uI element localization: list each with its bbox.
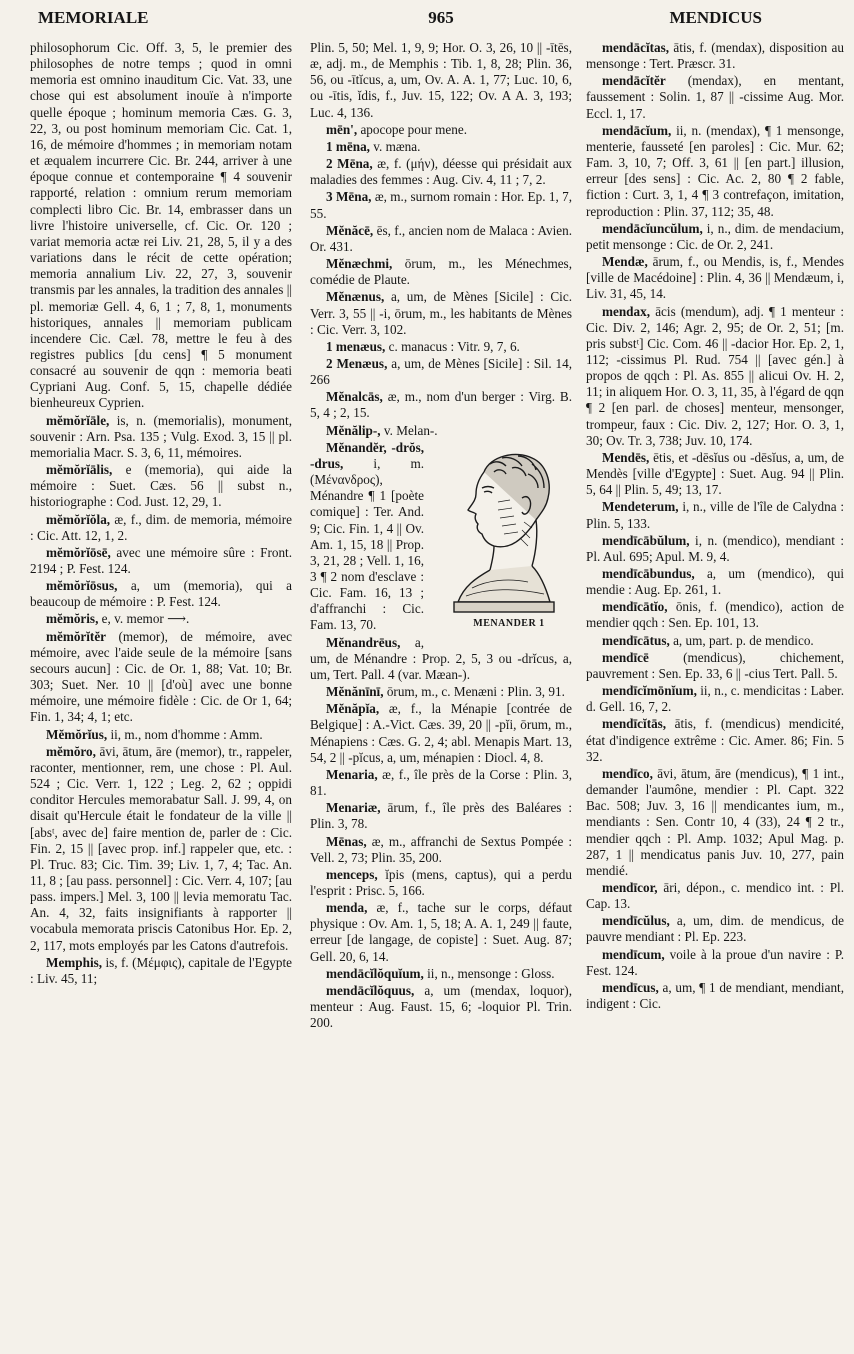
dictionary-entry: [586, 499, 844, 531]
header-left-guide-word: MEMORIALE: [38, 8, 149, 27]
entry-headword: mendīcum,: [602, 946, 665, 962]
dictionary-entry: [586, 566, 844, 598]
dictionary-entry: [586, 980, 844, 1012]
entry-headword: mĕmŏro,: [46, 743, 96, 759]
entry-definition: ii, n., mensonge : Gloss.: [423, 965, 555, 981]
entry-definition: e (memoria), qui aide la mémoire : Suet. Cæs. 56 || subst n., historiographe : Cod. Just. 12, 29, 1.: [30, 462, 292, 510]
dictionary-entry: [30, 611, 292, 627]
entry-headword: 2 Mēna,: [326, 156, 373, 172]
entry-headword: 1 menæus,: [326, 338, 386, 354]
entry-definition: ētis, et -dēsĭus ou -dēsĭus, a, um, de Mendès [ville d'Egypte] : Suet. Aug. 94 || Plin. 5, 64 || Plin. 5, 49; 13, 17.: [586, 449, 844, 498]
entry-definition: ii, n. (mendax), ¶ 1 mensonge, menterie, fausseté [en paroles] : Cic. Mur. 62; Fam. 3, 10, 7; Off. 3, 61 || [en part.] illusion, erreur [des sens] : Cic. Ac. 2, 80 ¶ 2 fable, fiction : Curt. 3, 1, 4 ¶ 3 contrefaçon, imitation, reproduction : Plin. 37, 112; 35, 48.: [586, 122, 844, 219]
entry-definition: æ, f., dim. de memoria, mémoire : Cic. Att. 12, 1, 2.: [30, 511, 292, 543]
dictionary-entry: [310, 767, 572, 799]
dictionary-entry: [586, 650, 844, 682]
entry-definition: ātis, f. (mendax), disposition au mensonge : Tert. Præscr. 31.: [586, 40, 844, 72]
entry-definition: voile à la proue d'un navire : P. Fest. 124.: [586, 946, 844, 978]
column-left: [30, 40, 292, 988]
entry-definition: i, n., ville de l'île de Calydna : Plin. 5, 133.: [586, 499, 844, 531]
entry-headword: Mĕnăcē,: [326, 222, 374, 238]
entry-headword: mendācĭtas,: [602, 40, 670, 55]
dictionary-entry: [586, 221, 844, 253]
dictionary-entry: [30, 545, 292, 577]
entry-definition: āvi, ātum, āre (memor), tr., rappeler, raconter, mentionner, rem, une chose : Pl. Aul. 524 ; Cic. Verr. 1, 122 ; Leg. 2, 62 ; oppidi conditor Hercules memorabatur Sall. J. 99, 4, on disait qu'Hercule était le fondateur de la ville || [absᵗ, avec de] faire mention de, parler de : Cic. Fin. 2, 15 || [avec prop. inf.] rappeler que, etc. : Pl. Truc. 83; Cic. Tim. 39; Liv. 1, 7, 4; Tac. An. 11, 8 ; [au pass. personnel] : Cic. Verr. 4, 107; [au pass. impers.] Mel. 3, 100 || levia memoratu Tac. An. 4, 32, faits insignifiants à rapporter || vocabula memorata priscis Catonibus Hor. Ep. 2, 2, 117, mots employés par les Catons d'autrefois.: [30, 743, 292, 953]
dictionary-entry: [586, 254, 844, 302]
entry-definition: æ, f., tache sur le corps, défaut physique : Ov. Am. 1, 5, 18; A. A. 1, 249 || faute, erreur [de langage, de copiste] : Suet. Aug. 87; Gell. 20, 6, 14.: [310, 900, 572, 964]
entry-definition: a, um (memoria), qui a beaucoup de mémoire : P. Fest. 124.: [30, 578, 292, 610]
dictionary-entry: [310, 440, 572, 634]
entry-headword: mĕmŏrĭŏla,: [46, 511, 111, 527]
entry-definition: i, n. (mendico), mendiant : Pl. Aul. 695; Apul. M. 9, 4.: [586, 532, 844, 564]
entry-definition: ōrum, m., c. Menæni : Plin. 3, 91.: [383, 684, 565, 700]
entry-definition: ii, n., c. mendicitas : Laber. d. Gell. 16, 7, 2.: [586, 683, 844, 715]
dictionary-entry: [310, 635, 572, 683]
entry-definition: ii, m., nom d'homme : Amm.: [107, 726, 263, 742]
dictionary-entry: [586, 599, 844, 631]
entry-headword: mendīcē: [602, 649, 649, 665]
entry-definition: a, um, de Ménandre : Prop. 2, 5, 3 ou -drĭcus, a, um, Tert. Pall. 4 (var. Mæan-).: [310, 634, 572, 682]
entry-headword: Memphis,: [46, 954, 103, 970]
entry-definition: ārum, f., ou Mendis, is, f., Mendes [ville de Macédoine] : Plin. 4, 36 || Mendæum, i, Liv. 31, 45, 14.: [586, 254, 844, 302]
entry-headword: mendīcābŭlum,: [602, 532, 690, 548]
entry-definition: āvi, ātum, āre (mendicus), ¶ 1 int., demander l'aumône, mendier : Pl. Capt. 322 Bac. 508; Juv. 3, 16 || mendicantes ium, m., mendiants : Sen. Contr 10, 4 (33), 24 ¶ 2 tr., mendier qqch : Pl. Amp. 1032; Apul Mag. p. 287, 1 || mendicatus panis Juv. 10, 277, pain mendié.: [586, 765, 844, 878]
entry-definition: a, um (mendax, loquor), menteur : Aug. Faust. 15, 6; -loquior Pl. Trin. 200.: [310, 982, 572, 1031]
dictionary-entry: [310, 289, 572, 337]
entry-headword: mendācĭlŏquĭum,: [326, 965, 424, 981]
entry-headword: mendācĭuncŭlum,: [602, 220, 703, 236]
dictionary-entry: [586, 766, 844, 879]
entry-headword: Mendēs,: [602, 449, 650, 465]
dictionary-entry: [586, 73, 844, 121]
entry-headword: mendīcĭmōnĭum,: [602, 683, 697, 699]
page-number: 965: [428, 8, 454, 27]
dictionary-entry: [310, 834, 572, 866]
dictionary-entry: [30, 512, 292, 544]
entry-headword: Menaria,: [326, 766, 378, 782]
entry-definition: i, n., dim. de mendacium, petit mensonge : Cic. de Or. 2, 241.: [586, 220, 844, 252]
dictionary-entry: [310, 223, 572, 255]
dictionary-entry: [310, 423, 572, 439]
entry-definition: æ, m., nom d'un berger : Virg. B. 5, 4 ; 2, 15.: [310, 389, 572, 421]
entry-definition: a, um, ¶ 1 de mendiant, mendiant, indigent : Cic.: [586, 979, 844, 1012]
entry-definition: ātis, f. (mendicus) mendicité, état d'indigence extrême : Cic. Amer. 86; Fin. 5 32.: [586, 716, 844, 764]
dictionary-entry: [310, 800, 572, 832]
entry-headword: Mĕnandrēus,: [326, 634, 401, 650]
entry-headword: Mēnas,: [326, 833, 367, 849]
entry-headword: 3 Mēna,: [326, 189, 372, 205]
menander-figure: [430, 442, 572, 632]
entry-definition: (mendicus), chichement, pauvrement : Sen. Ep. 33, 6 || -cius Tert. Pall. 5.: [586, 649, 844, 681]
dictionary-entry: [30, 40, 292, 412]
dictionary-entry: [586, 683, 844, 715]
entry-headword: mendācĭum,: [602, 122, 672, 138]
dictionary-entry: [310, 139, 572, 155]
entry-definition: v. Melan-.: [380, 422, 438, 438]
entry-headword: mendīcus,: [602, 979, 659, 995]
entry-headword: Mendeterum,: [602, 499, 679, 515]
entry-headword: mendīcābundus,: [602, 566, 695, 581]
entry-definition: ōrum, m., les Ménechmes, comédie de Plaute.: [310, 256, 572, 288]
dictionary-entry: [586, 123, 844, 220]
header-right-guide-word: MENDICUS: [669, 8, 762, 27]
dictionary-entry: [30, 413, 292, 461]
entry-headword: mendīcŭlus,: [602, 913, 670, 929]
entry-definition: a, um, de Mènes [Sicile] : Sil. 14, 266: [310, 355, 573, 388]
entry-definition: is, f. (Μέμφις), capitale de l'Egypte : Liv. 45, 11;: [30, 954, 292, 986]
dictionary-entry: [30, 744, 292, 954]
entry-headword: mendax,: [602, 303, 650, 319]
entry-definition: (mendax), en mentant, faussement : Solin. 1, 87 || -cissime Aug. Mor. Eccl. 1, 17.: [586, 73, 844, 121]
entry-headword: mĕmŏrĭāle,: [46, 412, 110, 428]
entry-definition: a, um, de Mènes [Sicile] : Cic. Verr. 3, 55 || -i, ōrum, m., les habitants de Mènes : Cic. Verr. 3, 102.: [310, 289, 572, 337]
dictionary-entry: [586, 533, 844, 565]
entry-definition: æ, f. (μήν), déesse qui présidait aux maladies des femmes : Aug. Civ. 4, 11 ; 7, 2.: [310, 156, 572, 188]
entry-definition: i, m. (Μένανδρος), Ménandre ¶ 1 [poète comique] : Ter. And. 9; Cic. Fin. 1, 4 || Ov. Am. 1, 15, 18 || Prop. 3, 21, 28 ; Vell. 1, 16, 3 ¶ 2 nom d'esclave : Cic. Fam. 16, 13 ; d'affranchi : Cic. Fam. 13, 70.: [310, 455, 424, 633]
entry-headword: Mĕnæchmi,: [326, 256, 393, 272]
entry-headword: Menariæ,: [326, 800, 381, 816]
entry-definition: c. manacus : Vitr. 9, 7, 6.: [385, 338, 520, 354]
entry-headword: Mĕnalcās,: [326, 389, 383, 405]
entry-definition: is, n. (memorialis), monument, souvenir : Arn. Psa. 135 ; Vulg. Exod. 3, 15 || pl. memorialia Macr. S. 3, 6, 11, mémoires.: [30, 412, 292, 460]
dictionary-entry: [310, 122, 572, 138]
entry-headword: Mĕnandĕr, -drŏs, -drus,: [310, 439, 424, 471]
entry-definition: Plin. 5, 50; Mel. 1, 9, 9; Hor. O. 3, 26, 10 || -ītēs, æ, adj. m., de Memphis : Tib. 1, 8, 28; Plin. 36, 56, ou -ītĭcus, a, um, Ov. A. A. 1, 77; Luc. 10, 6, ou -ītis, ĭdis, f., Juv. 15, 122; Ov. A A. 3, 193; Luc. 4, 136.: [310, 40, 572, 120]
entry-definition: æ, f., île près de la Corse : Plin. 3, 81.: [310, 766, 572, 799]
entry-headword: 2 Menæus,: [326, 355, 388, 371]
entry-headword: Mĕnænus,: [326, 289, 385, 305]
entry-headword: mendācĭlŏquus,: [326, 982, 415, 998]
dictionary-entry: [310, 701, 572, 766]
entry-headword: mĕmŏrĭālis,: [46, 462, 113, 478]
running-head: [0, 8, 854, 34]
dictionary-entry: [310, 256, 572, 288]
entry-headword: mĕmŏris,: [46, 611, 99, 627]
entry-definition: ōnis, f. (mendico), action de mendier qqch : Sen. Ep. 101, 13.: [586, 599, 844, 631]
dictionary-entry: [310, 339, 572, 355]
dictionary-entry: [30, 955, 292, 987]
entry-definition: æ, f., la Ménapie [contrée de Belgique] : A.-Vict. Cæs. 39, 20 || -pĭi, ōrum, m., Ménapiens : Cæs. G. 2, 4; abl. Menapis Mart. 13, 54, 2 || -pĭcus, a, um, ménapien : Diocl. 4, 8.: [310, 701, 572, 765]
entry-headword: Mĕmŏrĭus,: [46, 726, 108, 742]
dictionary-entry: [586, 880, 844, 912]
entry-definition: (memor), de mémoire, avec mémoire, avec l'aide seule de la mémoire [sans secours aucun] : Cic. de Or. 1, 88; Vat. 10; Br. 303; Suet. Ner. 10 || [d'où] avec une bonne mémoire, une mémoire fidèle : Cic. de Or 1, 64; Fin. 1, 34; 4, 1; etc.: [30, 628, 292, 725]
figure-caption: MENANDER 1: [473, 617, 545, 629]
dictionary-entry: [30, 629, 292, 726]
entry-definition: ācis (mendum), adj. ¶ 1 menteur : Cic. Div. 2, 146; Agr. 2, 95; de Or. 2, 51; [m. pris substᵗ] Cic. Com. 46 || -dacior Hor. Ep. 2, 1, 112; -cissimus Pl. Rud. 754 || [avec gén.] à propos de qqch : Pl. As. 855 || alicui Ov. H. 2, 11; in aliquem Hor. O. 3, 11, 35, à l'égard de qqn ¶ 2 [en parl. de choses] menteur, mensonger, trompeur, faux : Cic. Div. 2, 127; Hor. O. 3, 1, 30; Ov. Tr. 3, 738; Juv. 10, 174.: [586, 303, 844, 448]
dictionary-entry: [310, 983, 572, 1031]
entry-headword: menceps,: [326, 866, 378, 882]
dictionary-entry: [310, 389, 572, 421]
dictionary-entry: [310, 156, 572, 188]
dictionary-entry: [586, 450, 844, 498]
column-right: [586, 40, 844, 1013]
menander-bust-icon: [432, 442, 570, 614]
dictionary-entry: [310, 900, 572, 965]
entry-headword: mendīco,: [602, 765, 653, 781]
dictionary-entry: [310, 189, 572, 221]
entry-headword: Mĕnălip-,: [326, 422, 381, 438]
entry-definition: a, um, dim. de mendicus, de pauvre mendiant : Pl. Ep. 223.: [586, 913, 844, 945]
entry-headword: mēn',: [326, 121, 358, 137]
entry-headword: mendīcĭtās,: [602, 716, 667, 732]
dictionary-entry: [310, 966, 572, 982]
entry-definition: āri, dépon., c. mendico int. : Pl. Cap. 13.: [586, 879, 844, 912]
entry-definition: ēs, f., ancien nom de Malaca : Avien. Or. 431.: [310, 222, 572, 254]
entry-definition: e, v. memor ⟶.: [98, 611, 190, 627]
dictionary-entry: [586, 913, 844, 945]
entry-headword: menda,: [326, 900, 368, 916]
entry-definition: æ, m., affranchi de Sextus Pompée : Vell. 2, 73; Plin. 35, 200.: [310, 833, 572, 865]
entry-definition: a, um (mendico), qui mendie : Aug. Ep. 261, 1.: [586, 566, 844, 598]
entry-headword: Mĕnăpĭa,: [326, 701, 380, 717]
dictionary-entry: [586, 40, 844, 72]
column-middle: [310, 40, 572, 1032]
dictionary-entry: [30, 727, 292, 743]
entry-definition: apocope pour mene.: [357, 121, 467, 137]
entry-definition: avec une mémoire sûre : Front. 2194 ; P. Fest. 124.: [30, 544, 292, 576]
entry-headword: 1 mēna,: [326, 138, 370, 154]
entry-definition: a, um, part. p. de mendico.: [669, 632, 814, 648]
dictionary-entry: [586, 304, 844, 449]
entry-definition: ārum, f., île près des Baléares : Plin. 3, 78.: [310, 800, 572, 832]
entry-headword: mendīcātĭo,: [602, 599, 668, 615]
dictionary-entry: [586, 947, 844, 979]
entry-headword: Mendæ,: [602, 254, 648, 270]
entry-definition: philosophorum Cic. Off. 3, 5, le premier des philosophes de notre temps ; quod in omni memoria est omnino inauditum Cic. Vat. 33, une chose qui est absolument inouïe à n'importe quelle époque ; hominum memoria Cæs. G. 3, 22, 3, ou post hominum memoriam Cic. Cat. 1, 16, de mémoire d'hommes ; in memoriam notam et æqualem incurrere Cic. Br. 244, arriver à une époque connue et contemporaine ¶ 4 souvenir rapporté, relation : omnium rerum memoriam complecti libro Cic. Br. 14, embrasser dans un livre l'histoire universelle, cf. Cic. Or. 120 ; variat memoria actæ rei Liv. 21, 28, 5, il y a des variations dans le récit de cette opération; memoria annalium Liv. 22, 27, 3, souvenir transmis par les annales, la tradition des annales || pl. memoriæ Gell. 4, 6, 1 ; 7, 8, 1, monuments historiques, annales || memoriam publicam incendere Cic. Cæl. 78, mettre le feu à des registres publics [du cens] ¶ 5 monument consacré au souvenir de qqn : memoria beati Cypriani Aug. Conf. 5, 15, chapelle dédiée bienheureux Cyprien.: [30, 40, 292, 411]
dictionary-entry: [310, 684, 572, 700]
dictionary-entry: [30, 462, 292, 510]
entry-headword: mĕmŏrĭōsus,: [46, 578, 118, 594]
entry-headword: mendīcātus,: [602, 632, 670, 648]
dictionary-entry: [310, 40, 572, 121]
entry-headword: mendīcor,: [602, 879, 658, 895]
entry-definition: æ, m., surnom romain : Hor. Ep. 1, 7, 55.: [310, 189, 572, 221]
entry-definition: v. mæna.: [369, 138, 421, 154]
entry-headword: mĕmŏrĭtĕr: [46, 628, 107, 644]
dictionary-entry: [30, 578, 292, 610]
entry-definition: ĭpis (mens, captus), qui a perdu l'esprit : Prisc. 5, 166.: [310, 866, 572, 898]
dictionary-entry: [310, 356, 572, 388]
entry-headword: Mĕnănīnī,: [326, 684, 384, 700]
dictionary-entry: [586, 633, 844, 649]
dictionary-entry: [310, 867, 572, 899]
entry-headword: mĕmŏrĭōsē,: [46, 544, 111, 560]
dictionary-entry: [586, 716, 844, 764]
entry-headword: mendācĭtĕr: [602, 73, 666, 89]
